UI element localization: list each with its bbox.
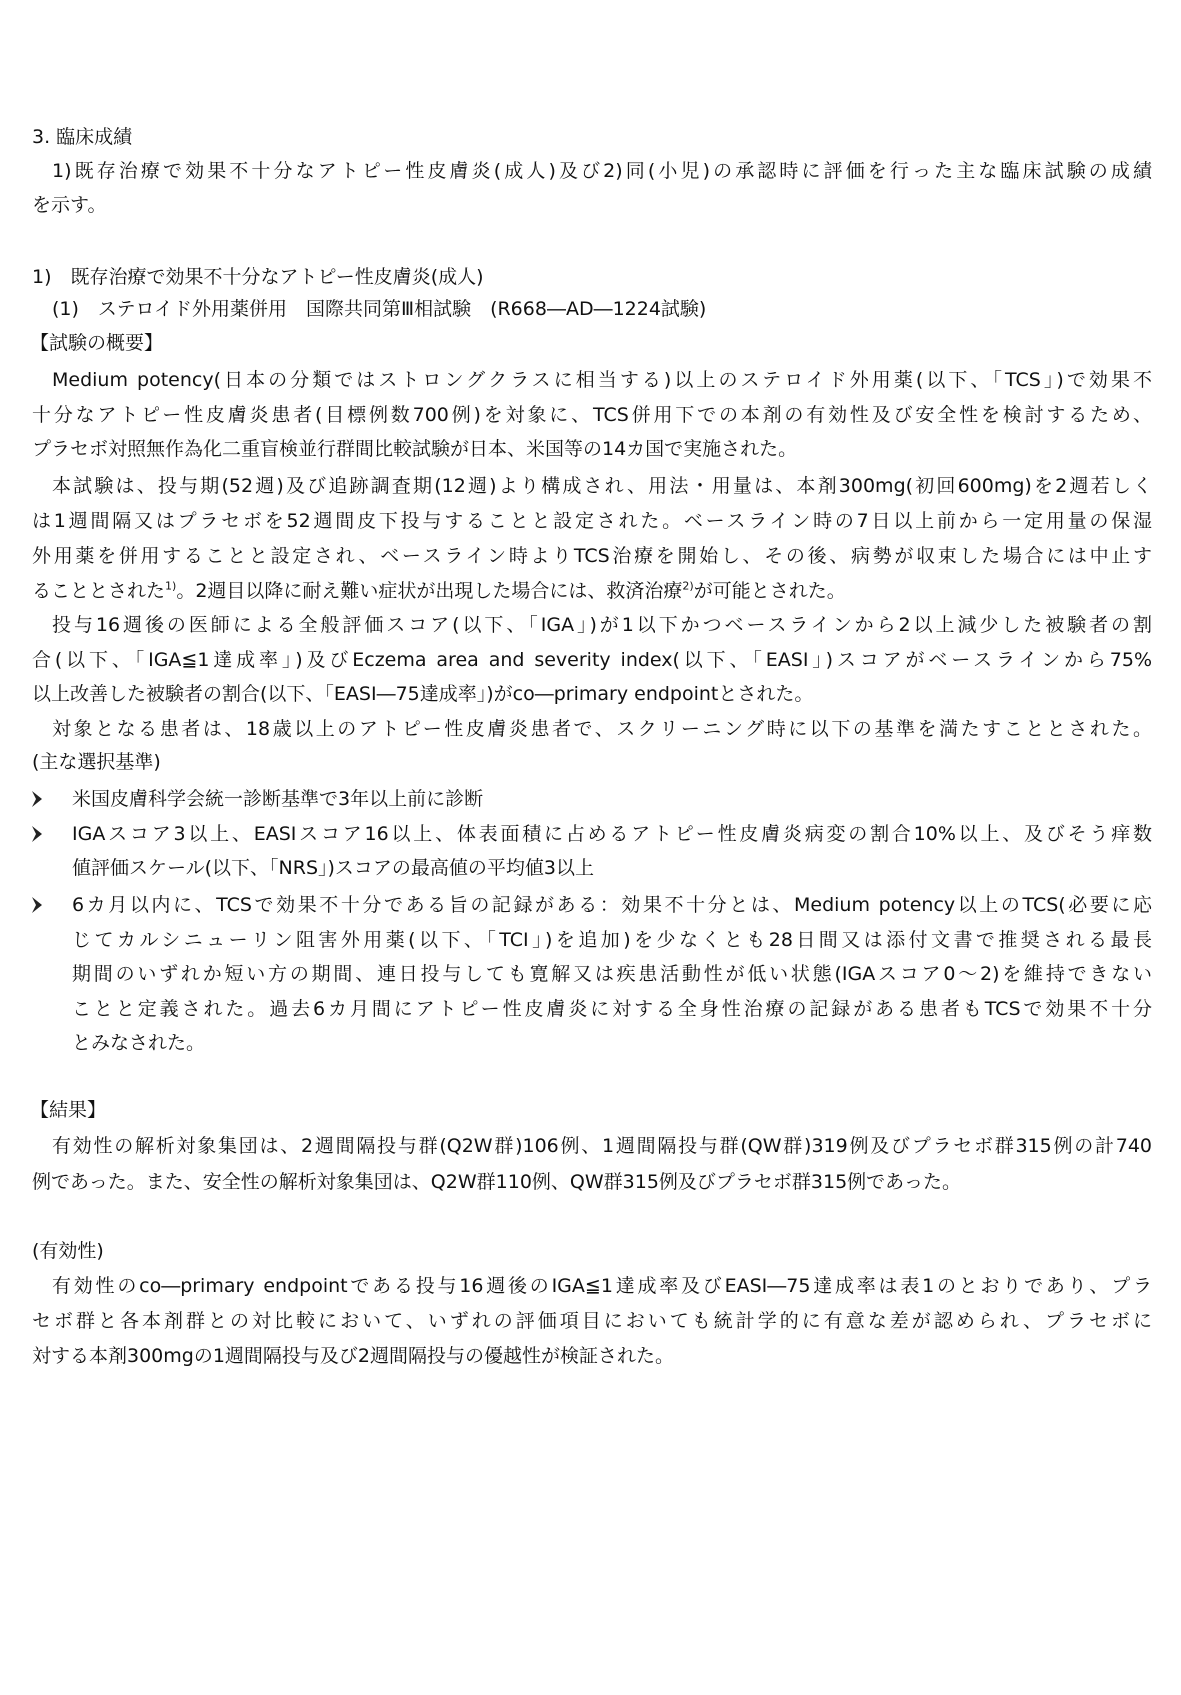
criteria-item: 米国皮膚科学会統一診断基準で3年以上前に診断 <box>72 788 484 810</box>
criteria-item: 期間のいずれか短い方の期間、連日投与しても寛解又は疾患活動性が低い状態(IGAスコア0～2)を維持できない <box>72 963 1152 985</box>
criteria-item: 6カ月以内に、TCSで効果不十分である旨の記録がある：効果不十分とは、Medium potency以上のTCS(必要に応 <box>72 894 1152 916</box>
overview-line: 投与16週後の医師による全般評価スコア(以下、「IGA」)が1以下かつベースラインから2以上減少した被験者の割 <box>52 614 1152 636</box>
results-heading: 【結果】 <box>30 1099 107 1121</box>
results-line: 有効性の解析対象集団は、2週間隔投与群(Q2W群)106例、1週間隔投与群(QW群)319例及びプラセボ群315例の計740 <box>52 1135 1152 1157</box>
criteria-item: IGAスコア3以上、EASIスコア16以上、体表面積に占めるアトピー性皮膚炎病変の割合10%以上、及びそう痒数 <box>72 823 1152 845</box>
overview-line: プラセボ対照無作為化二重盲検並行群間比較試験が日本、米国等の14カ国で実施された。 <box>32 438 798 460</box>
overview-line: 対象となる患者は、18歳以上のアトピー性皮膚炎患者で、スクリーニング時に以下の基準を満たすこととされた。 <box>52 718 1152 740</box>
efficacy-line: 対する本剤300mgの1週間隔投与及び2週間隔投与の優越性が検証された。 <box>32 1345 675 1367</box>
reference-mark: 2) <box>682 579 694 593</box>
overview-line: 本試験は、投与期(52週)及び追跡調査期(12週)より構成され、用法・用量は、本剤300mg(初回600mg)を2週若しく <box>52 475 1152 497</box>
criteria-item: ことと定義された。過去6カ月間にアトピー性皮膚炎に対する全身性治療の記録がある患者もTCSで効果不十分 <box>72 998 1152 1020</box>
bullet-arrow-icon <box>30 790 44 808</box>
intro-line: 1)既存治療で効果不十分なアトピー性皮膚炎(成人)及び2)同(小児)の承認時に評価を行った主な臨床試験の成績 <box>52 160 1152 182</box>
text: 。2週目以降に耐え難い症状が出現した場合には、救済治療 <box>176 580 683 602</box>
overview-line: 合(以下、「IGA≦1達成率」)及びEczema area and severity index(以下、「EASI」)スコアがベースラインから75% <box>32 649 1152 671</box>
text: が可能とされた。 <box>693 580 846 602</box>
overview-line: Medium potency(日本の分類ではストロングクラスに相当する)以上のステロイド外用薬(以下、「TCS」)で効果不 <box>52 369 1152 391</box>
results-line: 例であった。また、安全性の解析対象集団は、Q2W群110例、QW群315例及びプラセボ群315例であった。 <box>32 1171 961 1193</box>
text: ることとされた <box>32 580 166 602</box>
overview-heading: 【試験の概要】 <box>30 332 164 354</box>
overview-line: 外用薬を併用することと設定され、ベースライン時よりTCS治療を開始し、その後、病勢が収束した場合には中止す <box>32 545 1152 567</box>
reference-mark: 1) <box>165 579 177 593</box>
subsection-title: 1) 既存治療で効果不十分なアトピー性皮膚炎(成人) <box>32 266 484 288</box>
efficacy-line: セボ群と各本剤群との対比較において、いずれの評価項目においても統計学的に有意な差が認められ、プラセボに <box>32 1310 1152 1332</box>
bullet-arrow-icon <box>30 896 44 914</box>
criteria-heading: (主な選択基準) <box>32 751 161 773</box>
criteria-item: 値評価スケール(以下、「NRS」)スコアの最高値の平均値3以上 <box>72 857 595 879</box>
efficacy-line: 有効性のco―primary endpointである投与16週後のIGA≦1達成率及びEASI―75達成率は表1のとおりであり、プラ <box>52 1275 1152 1297</box>
overview-line: 十分なアトピー性皮膚炎患者(目標例数700例)を対象に、TCS併用下での本剤の有効性及び安全性を検討するため、 <box>32 404 1152 426</box>
criteria-item: じてカルシニューリン阻害外用薬(以下、「TCI」)を追加)を少なくとも28日間又は添付文書で推奨される最長 <box>72 929 1152 951</box>
overview-line: 以上改善した被験者の割合(以下、「EASI―75達成率」)がco―primary endpointとされた。 <box>32 683 814 705</box>
intro-line: を示す。 <box>32 194 107 216</box>
efficacy-heading: (有効性) <box>32 1240 104 1262</box>
section-title: 3. 臨床成績 <box>32 126 133 148</box>
overview-line <box>32 579 846 603</box>
trial-title: (1) ステロイド外用薬併用 国際共同第Ⅲ相試験 (R668―AD―1224試験) <box>52 298 707 320</box>
bullet-arrow-icon <box>30 825 44 843</box>
criteria-item: とみなされた。 <box>72 1032 206 1054</box>
overview-line: は1週間隔又はプラセボを52週間皮下投与することと設定された。ベースライン時の7日以上前から一定用量の保湿 <box>32 510 1152 532</box>
